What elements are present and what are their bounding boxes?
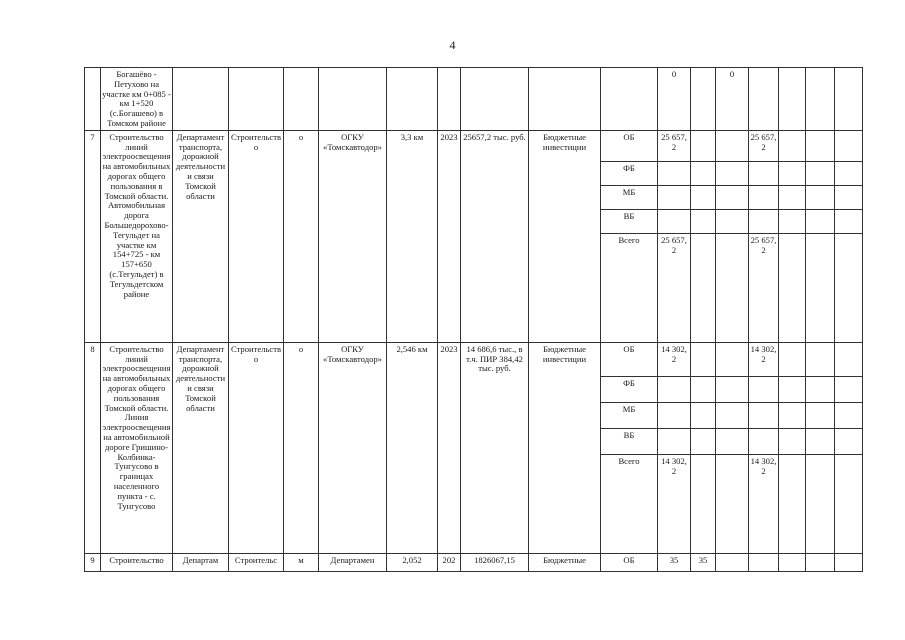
table-row [85,342,863,376]
value-cell: 14 302, 2 [749,342,779,376]
value-cell: 14 302, 2 [749,454,779,553]
fund-label-cell: Всего [601,454,658,553]
builder-cell: ОГКУ «Томскавтодор» [319,130,387,342]
builder-cell: ОГКУ «Томскавтодор» [319,342,387,553]
cost-cell: 25657,2 тыс. руб. [461,130,529,342]
value-cell: 14 302, 2 [658,342,691,376]
fund-label-cell: ОБ [601,553,658,571]
fund-label-cell: ВБ [601,428,658,454]
table-row [85,130,863,161]
table-row [85,553,863,571]
row-number-cell: 9 [85,553,101,571]
year-cell: 202 [438,553,461,571]
fund-label-cell: ФБ [601,161,658,185]
page-number: 4 [449,38,456,52]
year-cell: 2023 [438,342,461,553]
form-cell: Бюджетные [529,553,601,571]
year-cell: 2023 [438,130,461,342]
object-name-cell: Строительство [101,553,173,571]
work-type-cell: Строительство [229,342,284,553]
value-cell: 0 [658,68,691,131]
form-cell: Бюджетные инвестиции [529,130,601,342]
fund-label-cell: МБ [601,402,658,428]
form-cell: Бюджетные инвестиции [529,342,601,553]
value-cell: 25 657, 2 [658,130,691,161]
object-name-cell: Строительство линий электроосвещения на автомобильных дорогах общего пользования Томской области. Линия электроосвещения на автомобильной дороге Гришино-Колбинка-Тунгусово в границах населенного пункта - с. Тунгусово [101,342,173,553]
value-cell: 35 [658,553,691,571]
row-number-cell: 8 [85,342,101,553]
object-name-cell: Строительство линий электроосвещения на автомобильных дорогах общего пользования в Томской области. Автомобильная дорога Большедорохово-Тегульдет на участке км 154+725 - км 157+650 (с.Тегульдет) в Тегульдетском районе [101,130,173,342]
fund-label-cell: ФБ [601,376,658,402]
value-cell: 25 657, 2 [749,130,779,161]
customer-cell: Департамент транспорта, дорожной деятельности и связи Томской области [173,342,229,553]
object-name-cell: Богашёво - Петухово на участке км 0+085 - км 1+520 (с.Богашево) в Томском районе [101,68,173,131]
capacity-cell: 2,546 км [387,342,438,553]
fund-label-cell: МБ [601,185,658,209]
mark-cell: о [284,130,319,342]
customer-cell: Департам [173,553,229,571]
work-type-cell: Строительс [229,553,284,571]
fund-label-cell: ОБ [601,342,658,376]
builder-cell: Департамен [319,553,387,571]
customer-cell: Департамент транспорта, дорожной деятельности и связи Томской области [173,130,229,342]
row-number-cell: 7 [85,130,101,342]
capacity-cell: 2,052 [387,553,438,571]
capacity-cell: 3,3 км [387,130,438,342]
investment-table [84,67,863,572]
work-type-cell: Строительство [229,130,284,342]
value-cell: 25 657, 2 [658,233,691,342]
value-cell: 35 [691,553,716,571]
mark-cell: м [284,553,319,571]
value-cell: 0 [716,68,749,131]
fund-label-cell: Всего [601,233,658,342]
value-cell: 25 657, 2 [749,233,779,342]
cost-cell: 14 686,6 тыс., в т.ч. ПИР 384,42 тыс. руб. [461,342,529,553]
mark-cell: о [284,342,319,553]
row-number-cell [85,68,101,131]
cost-cell: 1826067,15 [461,553,529,571]
value-cell: 14 302, 2 [658,454,691,553]
fund-label-cell: ВБ [601,209,658,233]
fund-label-cell: ОБ [601,130,658,161]
table-row [85,68,863,131]
